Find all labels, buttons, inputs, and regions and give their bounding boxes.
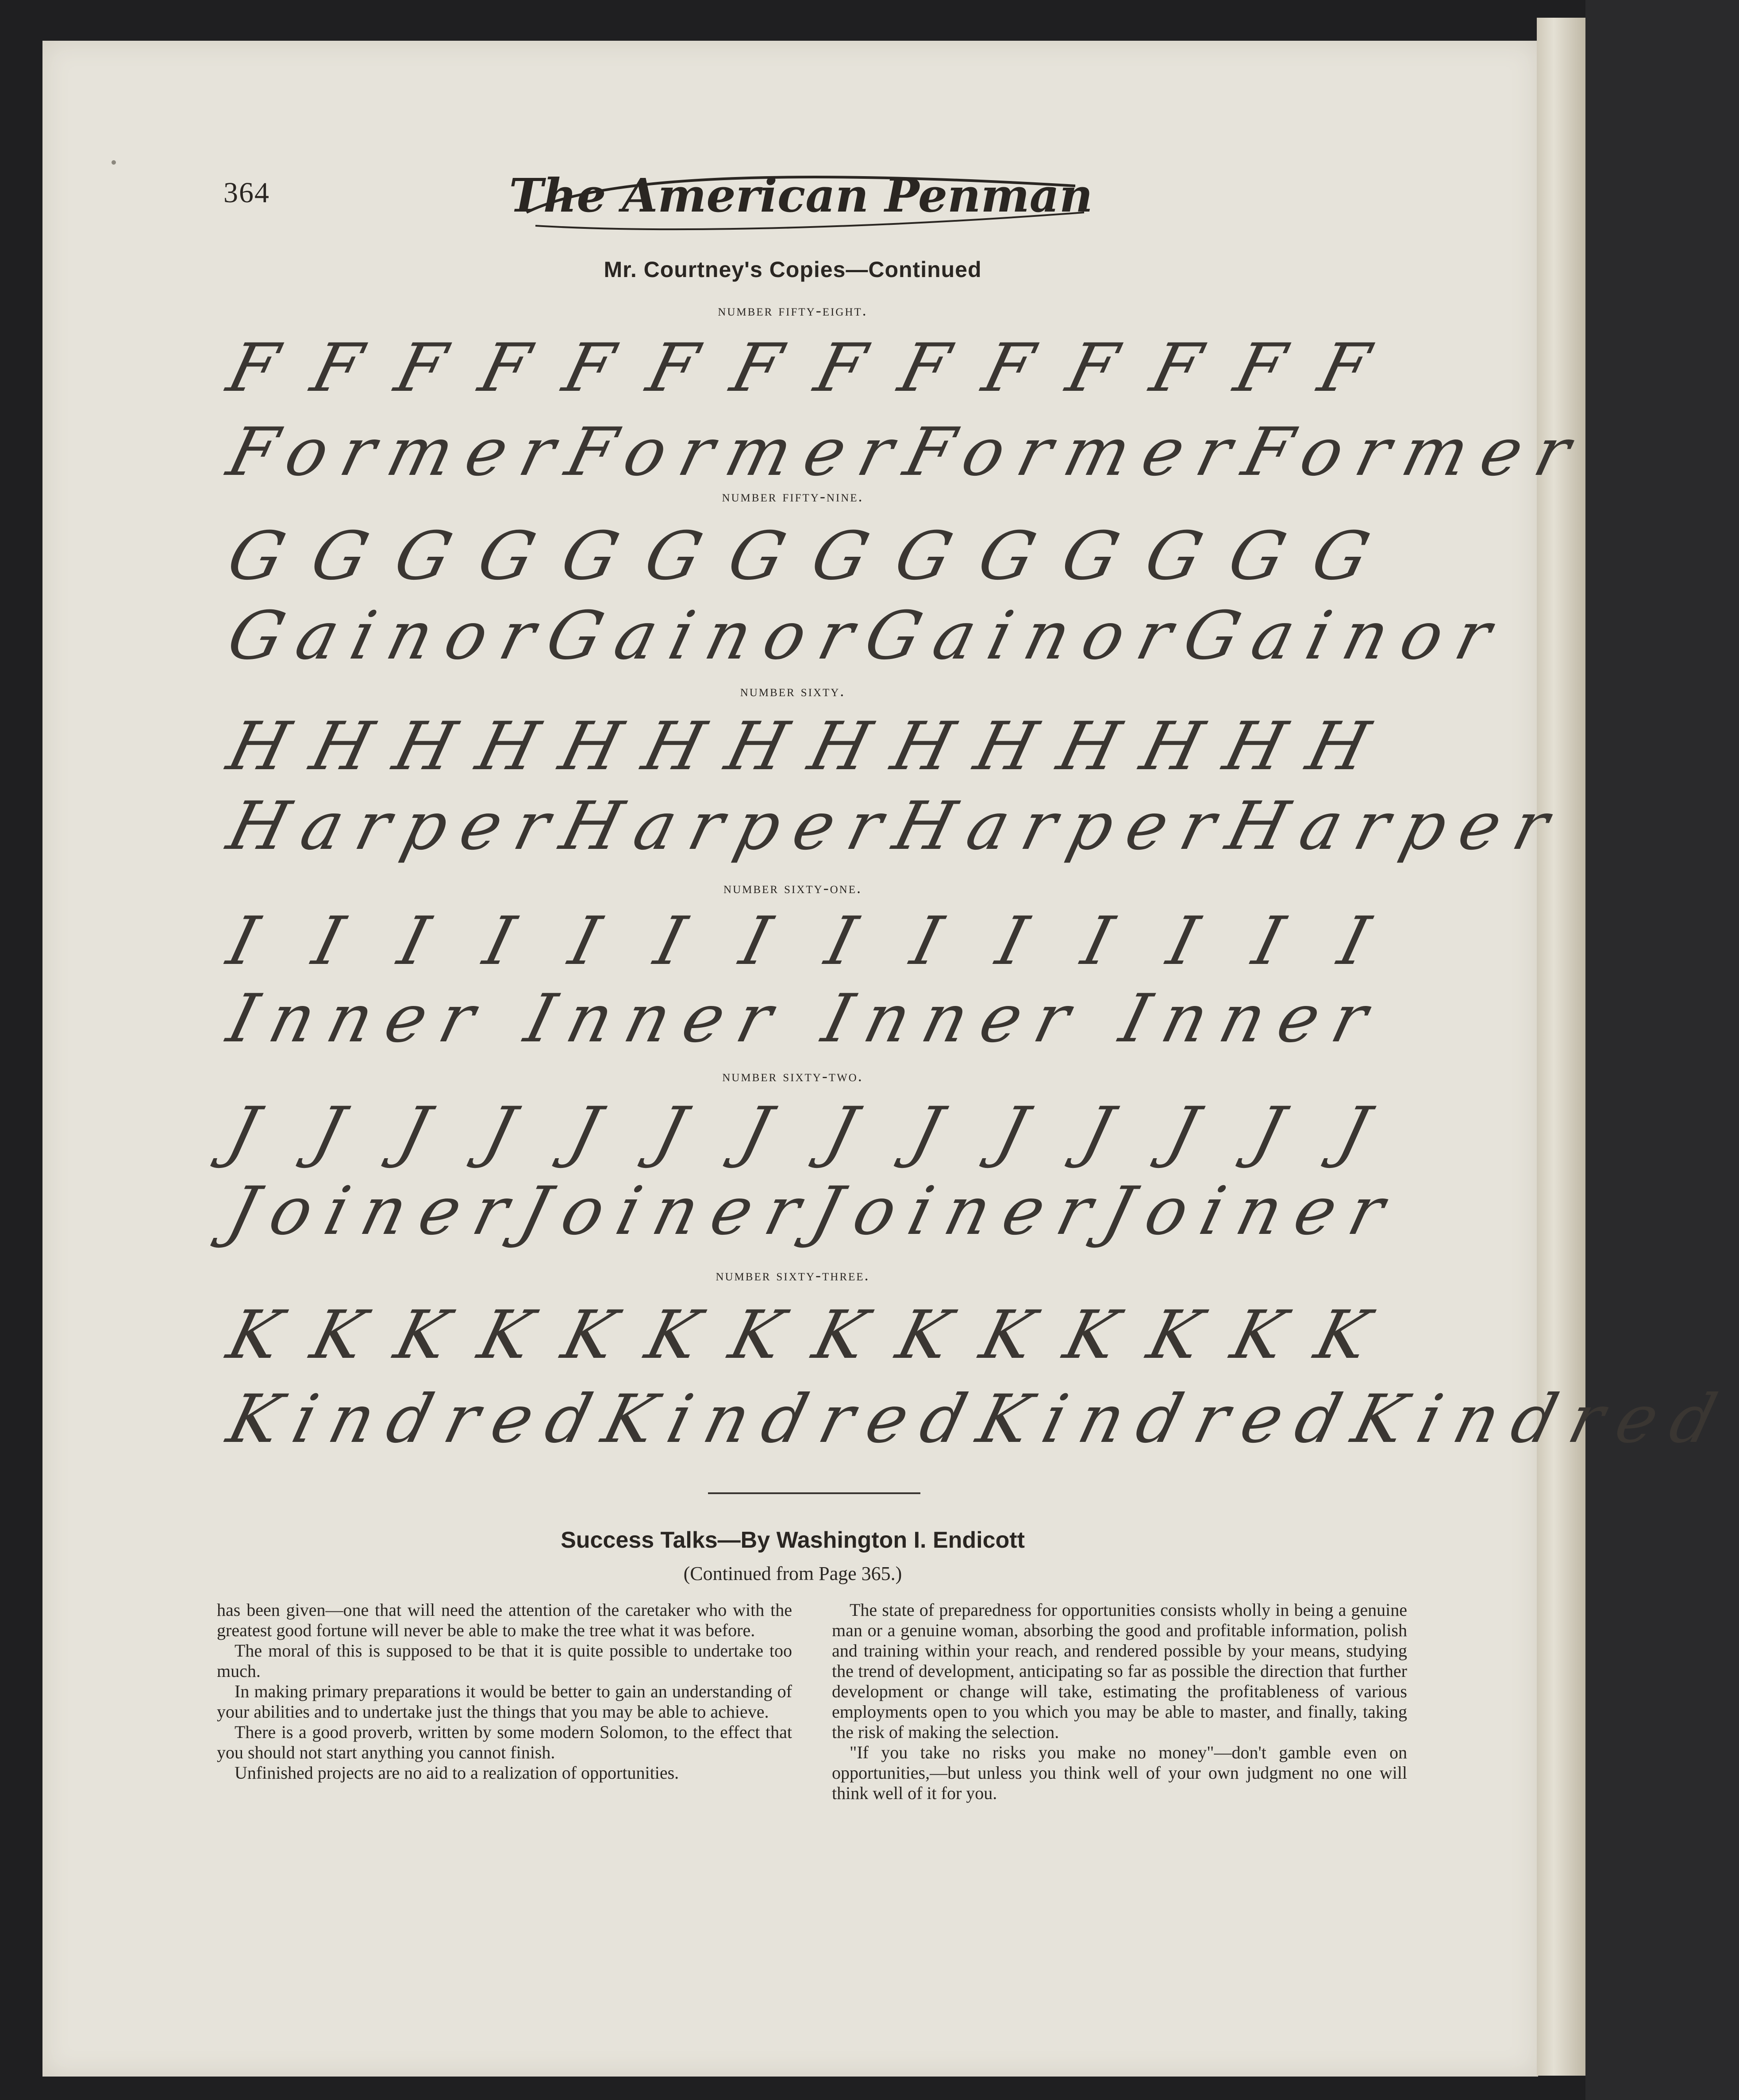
page-number: 364 (223, 177, 270, 209)
subtitle: Mr. Courtney's Copies—Continued (604, 257, 982, 282)
article-column-left (217, 1600, 792, 1783)
paragraph: has been given—one that will need the attention of the caretaker who with the greatest good fortune will never be able to make the tree what it was before. (217, 1600, 792, 1640)
paragraph: The moral of this is supposed to be that it is quite possible to undertake too much. (217, 1641, 792, 1681)
masthead-lettering: The American Penman (509, 168, 1093, 223)
section-label-63: number sixty-three. (716, 1266, 870, 1284)
section-label-59: number fifty-nine. (722, 487, 864, 505)
letter-row-59: G G G G G G G G G G G G G G (220, 518, 1390, 595)
article-title: Success Talks—By Washington I. Endicott (561, 1527, 1025, 1553)
paragraph: "If you take no risks you make no money"—don't gamble even on opportunities,—but unless you think well of your own judgment no one will think well of it for you. (832, 1742, 1407, 1803)
letter-row-62: J J J J J J J J J J J J J J (220, 1093, 1390, 1170)
letter-row-58: F F F F F F F F F F F F F F (220, 330, 1390, 407)
next-page-edge (1537, 18, 1585, 2076)
word-row-62: Joiner Joiner Joiner Joiner (220, 1173, 1407, 1250)
letter-row-60: H H H H H H H H H H H H H H (220, 708, 1390, 785)
word-row-61: Inner Inner Inner Inner (220, 980, 1390, 1057)
paragraph: Unfinished projects are no aid to a realization of opportunities. (235, 1763, 679, 1783)
word-row-60: Harper Harper Harper Harper (220, 788, 1571, 865)
section-label-60: number sixty. (740, 682, 846, 700)
word-row-58: Former Former Former Former (220, 414, 1593, 491)
article-continued-note: (Continued from Page 365.) (683, 1563, 902, 1584)
section-label-58: number fifty-eight. (718, 301, 868, 319)
word-row-63: Kindred Kindred Kindred Kindred (220, 1381, 1739, 1458)
paragraph: The state of preparedness for opportunities consists wholly in being a genuine man or a genuine woman, absorbing the good and profitable information, polish and training within your reach, and rendered possible by your means, studying the trend of development, anticipating so far as possible the direction that further development or change will take, estimating the profitableness of various employments open to you which you may be able to master, and finally, taking the risk of making the selection. (832, 1600, 1407, 1742)
paragraph: In making primary preparations it would be better to gain an understanding of your abilities and to undertake just the things that you may be able to achieve. (217, 1681, 792, 1722)
section-label-62: number sixty-two. (722, 1067, 863, 1085)
article-column-right (832, 1600, 1407, 1803)
section-label-61: number sixty-one. (723, 879, 862, 897)
letter-row-61: I I I I I I I I I I I I I I (220, 903, 1390, 980)
margin-mark (112, 160, 116, 165)
paragraph: There is a good proverb, written by some modern Solomon, to the effect that you should not start anything you cannot finish. (217, 1722, 792, 1762)
letter-row-63: K K K K K K K K K K K K K K (220, 1297, 1390, 1374)
masthead-logo (509, 159, 1093, 239)
section-divider (708, 1492, 920, 1494)
word-row-59: Gainor Gainor Gainor Gainor (220, 597, 1514, 674)
